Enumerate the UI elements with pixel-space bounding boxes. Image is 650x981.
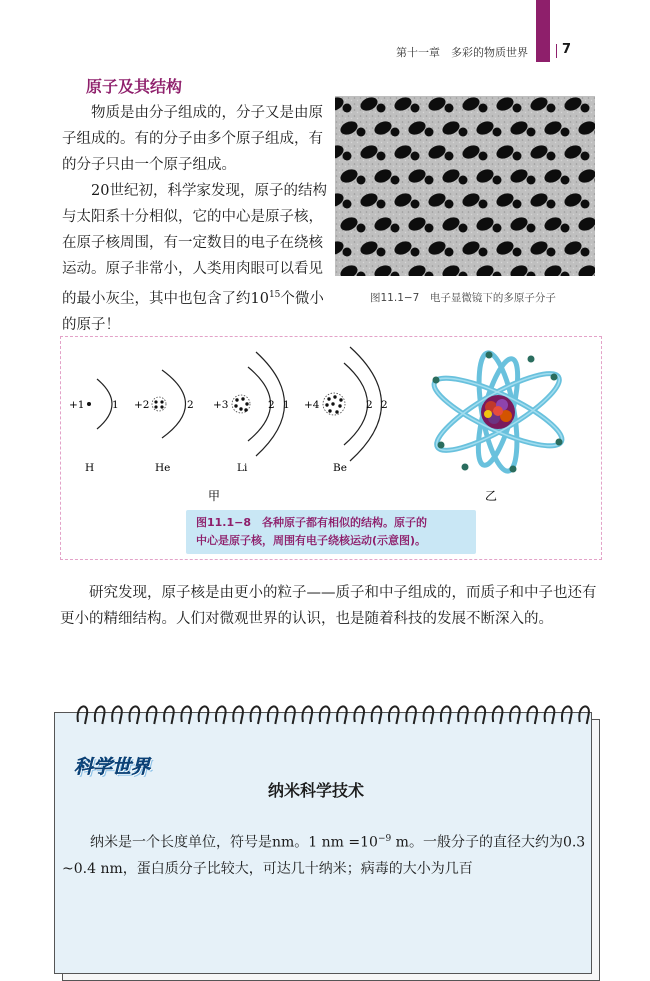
nucleus-dot bbox=[87, 402, 91, 406]
element-symbol: H bbox=[85, 462, 95, 474]
atom-diagram-be bbox=[304, 347, 388, 474]
figure-caption-line: 中心是原子核，周围有电子绕核运动(示意图)。 bbox=[196, 534, 427, 547]
nucleus-charge-label: +2 bbox=[134, 399, 150, 411]
spiral-ring bbox=[95, 706, 105, 724]
spiral-ring bbox=[302, 706, 312, 724]
exponent: 15 bbox=[268, 290, 281, 300]
paragraph-text: 纳米是一个长度单位，符号是nm。1 nm =10 bbox=[90, 834, 378, 851]
paragraph-text: 个微小的原子！ bbox=[62, 290, 324, 333]
electron-microscope-photo bbox=[335, 96, 595, 276]
atom-diagram-li bbox=[213, 352, 290, 474]
atom-diagram-h bbox=[69, 379, 119, 474]
spiral-ring bbox=[493, 706, 503, 724]
spiral-ring bbox=[389, 706, 399, 724]
exponent: −9 bbox=[377, 834, 392, 844]
spiral-ring bbox=[475, 706, 485, 724]
spiral-ring bbox=[372, 706, 382, 724]
shell-electron-count: 1 bbox=[283, 399, 290, 411]
spiral-ring bbox=[181, 706, 191, 724]
spiral-ring bbox=[251, 706, 261, 724]
spiral-ring bbox=[78, 706, 88, 724]
nucleus-charge-label: +1 bbox=[69, 399, 85, 411]
photo-caption: 图11.1−7 电子显微镜下的多原子分子 bbox=[370, 292, 556, 304]
spiral-ring bbox=[545, 706, 555, 724]
shell-electron-count: 2 bbox=[268, 399, 275, 411]
figure-sublabel-left: 甲 bbox=[208, 489, 221, 503]
spiral-ring bbox=[320, 706, 330, 724]
spiral-ring bbox=[562, 706, 572, 724]
electron-shell-arc bbox=[97, 379, 112, 429]
element-symbol: Li bbox=[237, 462, 248, 474]
paragraph-text: m。一般分子的直径大约为0.3 ~0.4 nm，蛋白质分子比较大，可达几十纳米；病毒的大小为几百 bbox=[62, 834, 586, 877]
element-symbol: He bbox=[155, 462, 171, 474]
element-symbol: Be bbox=[333, 462, 347, 474]
page-number: 7 bbox=[562, 42, 572, 57]
spiral-ring bbox=[579, 706, 589, 724]
spiral-ring bbox=[441, 706, 451, 724]
science-world-logo: 科学世界 bbox=[74, 756, 151, 778]
spiral-ring bbox=[112, 706, 122, 724]
nucleus-charge-label: +3 bbox=[213, 399, 229, 411]
header-separator bbox=[556, 44, 557, 58]
spiral-ring bbox=[147, 706, 157, 724]
spiral-ring bbox=[216, 706, 226, 724]
figure-caption bbox=[196, 514, 472, 550]
notebook-spiral-rings bbox=[74, 700, 594, 730]
spiral-ring bbox=[354, 706, 364, 724]
spiral-ring bbox=[199, 706, 209, 724]
spiral-ring bbox=[458, 706, 468, 724]
paragraph-text: 20世纪初，科学家发现，原子的结构与太阳系十分相似，它的中心是原子核，在原子核周围，有一定数目的电子在绕核运动。原子非常小，人类用肉眼可以看见的最小灰尘，其中也包含了约10 bbox=[62, 183, 327, 307]
electron-shell-arc bbox=[162, 370, 186, 438]
spiral-ring bbox=[233, 706, 243, 724]
shell-electron-count: 2 bbox=[366, 399, 373, 411]
spiral-ring bbox=[406, 706, 416, 724]
science-world-text bbox=[62, 826, 586, 882]
spiral-ring bbox=[527, 706, 537, 724]
atom-3d-model bbox=[427, 350, 569, 474]
paragraph-nucleus: 研究发现，原子核是由更小的粒子——质子和中子组成的，而质子和中子也还有更小的精细结构。人们对微观世界的认识，也是随着科技的发展不断深入的。 bbox=[60, 585, 597, 627]
nucleus-circle bbox=[152, 397, 166, 411]
spiral-ring bbox=[337, 706, 347, 724]
spiral-ring bbox=[424, 706, 434, 724]
spiral-ring bbox=[510, 706, 520, 724]
nucleus-charge-label: +4 bbox=[304, 399, 320, 411]
figure-caption-line: 图11.1−8 各种原子都有相似的结构。原子的 bbox=[196, 516, 428, 529]
shell-electron-count: 2 bbox=[381, 399, 388, 411]
paragraph-molecules: 物质是由分子组成的，分子又是由原子组成的。有的分子由多个原子组成，有的分子只由一个原子组成。 bbox=[62, 105, 323, 173]
shell-electron-count: 2 bbox=[187, 399, 194, 411]
atom-diagram-he bbox=[134, 370, 194, 474]
chapter-header: 第十一章 多彩的物质世界 bbox=[396, 46, 528, 59]
science-world-title: 纳米科学技术 bbox=[268, 781, 365, 800]
section-title: 原子及其结构 bbox=[86, 77, 183, 96]
spiral-ring bbox=[285, 706, 295, 724]
shell-electron-count: 1 bbox=[112, 399, 119, 411]
electron-shell-arc bbox=[344, 363, 368, 445]
paragraph-atom-structure bbox=[62, 178, 327, 338]
figure-sublabel-right: 乙 bbox=[485, 489, 498, 503]
header-accent-bar bbox=[536, 0, 550, 62]
spiral-ring bbox=[268, 706, 278, 724]
spiral-ring bbox=[164, 706, 174, 724]
spiral-ring bbox=[129, 706, 139, 724]
